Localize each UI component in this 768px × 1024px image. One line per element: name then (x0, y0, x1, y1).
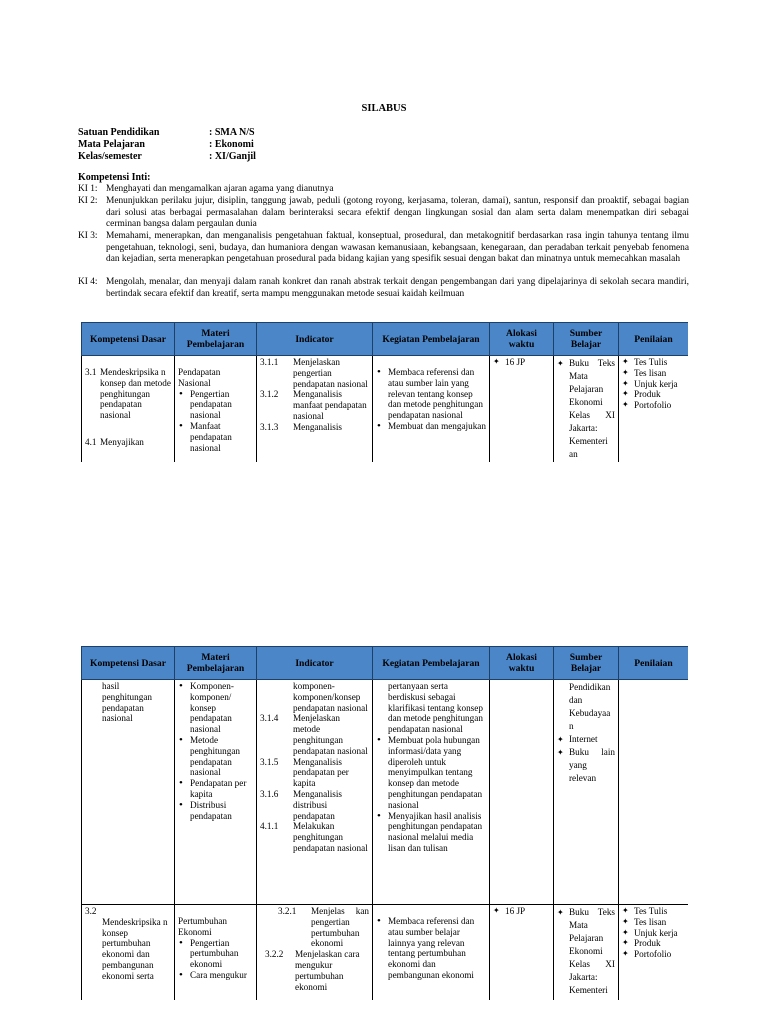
ki-item (78, 277, 689, 300)
syllabus-table (81, 322, 688, 462)
alokasi-cell (490, 680, 554, 905)
syllabus-table (81, 646, 688, 1000)
sumber-item: ✦ Buku Teks Mata Pelajaran Ekonomi Kelas XI Jakarta: Kementeri an (569, 357, 615, 461)
indicator-text: Menganalisis (293, 421, 342, 432)
header-kegiatan: Kegiatan Pembelajaran (373, 323, 490, 356)
materi-item: • Pengertian pendapatan nasional (190, 389, 253, 421)
indicator-cell (257, 680, 373, 905)
ki-text: Mengolah, menalar, dan menyaji dalam ranah konkret dan ranah abstrak terkait dengan pengembangan dari yang dipelajarinya di sekolah secara mandiri, bertindak secara efektif dan kreatif, serta mampu menggunakan metode sesuai kaidah keilmuan (106, 277, 689, 299)
sumber-item: ✦ Internet (569, 733, 615, 746)
meta-value: : XI/Ganjil (209, 151, 256, 162)
indicator-number: 3.1.3 (260, 421, 279, 432)
meta-label: Satuan Pendidikan (78, 127, 160, 138)
penilaian-item: ✦ Portofolio (634, 949, 685, 960)
kd-text: Mendeskripsika n konsep dan metode penghitungan pendapatan nasional (100, 367, 171, 421)
header-sumber: Sumber Belajar (554, 323, 619, 356)
materi-cell (175, 356, 257, 463)
penilaian-item: ✦ Tes Tulis (634, 906, 685, 917)
alokasi-cell (490, 905, 554, 1001)
meta-row-kelas (78, 151, 256, 163)
meta-value: : SMA N/S (209, 127, 255, 138)
sumber-item: ✦ Buku Teks Mata Pelajaran Ekonomi Kelas XI Jakarta: Kementeri (569, 906, 615, 997)
penilaian-cell (619, 356, 689, 463)
indicator-text: Menganalisis pendapatan per kapita (293, 756, 349, 789)
ki-text: Memahami, menerapkan, dan menganalisis pengetahuan faktual, konseptual, prosedural, dan metakognitif berdasarkan rasa ingin tahunya tentang ilmu pengetahuan, teknologi, seni, budaya, dan humaniora dengan wawasan kemanusiaan, kebangsaan, kenegaraan, dan peradaban terkait penyebab fenomena dan kejadian, serta menerapkan pengetahuan prosedural pada bidang kajian yang spesifik sesuai dengan bakat dan minatnya untuk memecahkan masalah (106, 231, 689, 265)
penilaian-item: ✦ Produk (634, 389, 685, 400)
sumber-cell (554, 905, 619, 1001)
header-kd: Kompetensi Dasar (82, 647, 175, 680)
materi-title: Pertumbuhan Ekonomi (178, 916, 227, 937)
kegiatan-item: • Membuat dan mengajukan (388, 421, 486, 432)
indicator-text: Menganalisis manfaat pendapatan nasional (293, 389, 367, 421)
kd-number: 4.1 (85, 436, 97, 447)
kd-cell (82, 680, 175, 905)
indicator-number: 3.1.1 (260, 357, 279, 367)
penilaian-item: ✦ Tes lisan (634, 368, 685, 379)
header-kd: Kompetensi Dasar (82, 323, 175, 356)
materi-item: • Pendapatan per kapita (190, 778, 253, 800)
materi-item: • Pengertian pertumbuhan ekonomi (190, 938, 253, 970)
alokasi-value: ✦ 16 JP (505, 906, 550, 917)
header-alokasi: Alokasi waktu (490, 323, 554, 356)
indicator-text: Melakukan penghitungan pendapatan nasional (293, 821, 368, 853)
kd-text: Mendeskripsika n konsep pertumbuhan ekonomi dan pembangunan ekonomi serta (102, 916, 168, 981)
sumber-item: ✦ Buku lain yang relevan (569, 746, 615, 785)
alokasi-value: ✦ 16 JP (505, 357, 550, 368)
indicator-number: 3.1.6 (260, 788, 279, 799)
indicator-number: 3.2.1 (278, 906, 297, 916)
penilaian-item: ✦ Unjuk kerja (634, 379, 685, 390)
materi-item: • Cara mengukur (190, 970, 253, 981)
ki-item (78, 231, 689, 266)
indicator-text: Menganalisis distribusi pendapatan (293, 788, 342, 821)
document-title: SILABUS (361, 103, 407, 114)
kd-text: hasil penghitungan pendapatan nasional (102, 681, 153, 724)
syllabus-table-page2 (81, 646, 688, 1000)
penilaian-item: ✦ Portofolio (634, 400, 685, 411)
indicator-text: Menjelas kan pengertian pertumbuhan ekonomi (311, 906, 369, 949)
ki-item (78, 184, 689, 196)
sumber-cell (554, 356, 619, 463)
indicator-text: komponen-komponen/konsep pendapatan nasional (293, 681, 368, 713)
header-indicator: Indicator (257, 323, 373, 356)
indicator-number: 3.1.4 (260, 713, 279, 724)
indicator-number: 3.1.5 (260, 756, 279, 767)
kd-number: 3.1 (85, 367, 97, 377)
indicator-number: 4.1.1 (260, 821, 279, 832)
kegiatan-lead: pertanyaan serta berdiskusi sebagai klarifikasi tentang konsep dan metode penghitungan pendapatan nasional (388, 681, 483, 735)
kegiatan-item: • Membuat pola hubungan informasi/data yang diperoleh untuk menyimpulkan tentang konsep dan metode penghitungan pendapatan nasional (388, 735, 486, 811)
materi-cell (175, 680, 257, 905)
indicator-text: Menjelaskan pengertian pendapatan nasional (293, 357, 368, 389)
header-alokasi: Alokasi waktu (490, 647, 554, 680)
indicator-cell (257, 905, 373, 1001)
indicator-text: Menjelaskan metode penghitungan pendapatan nasional (293, 713, 368, 756)
materi-item: • Manfaat pendapatan nasional (190, 421, 253, 453)
kegiatan-cell (373, 680, 490, 905)
indicator-text: Menjelaskan cara mengukur pertumbuhan ekonomi (295, 949, 360, 992)
kegiatan-item: • Membaca referensi dan atau sumber belajar lainnya yang relevan tentang pertumbuhan ekonomi dan pembangunan ekonomi (388, 916, 486, 981)
ki-heading: Kompetensi Inti: (78, 172, 151, 183)
kd-number: 3.2 (85, 906, 97, 916)
indicator-number: 3.2.2 (265, 949, 284, 960)
indicator-cell (257, 356, 373, 463)
materi-item: • Metode penghitungan pendapatan nasional (190, 735, 253, 778)
header-materi: Materi Pembelajaran (175, 647, 257, 680)
ki-item (78, 196, 689, 231)
table-row (82, 356, 689, 463)
syllabus-table-page1 (81, 322, 688, 462)
kd-cell (82, 905, 175, 1001)
header-indicator: Indicator (257, 647, 373, 680)
ki-text: Menunjukkan perilaku jujur, disiplin, tanggung jawab, peduli (gotong royong, kerjasama, toleran, damai), santun, responsif dan proaktif, sebagai bagian dari solusi atas berbagai permasalahan dalam berinteraksi secara efektif dengan lingkungan sosial dan alam serta dalam menempatkan diri sebagai cerminan bangsa dalam pergaulan dunia (106, 196, 689, 230)
penilaian-cell (619, 680, 689, 905)
header-penilaian: Penilaian (619, 647, 689, 680)
ki-code: KI 4: (78, 277, 98, 287)
kegiatan-cell (373, 905, 490, 1001)
materi-title: Pendapatan Nasional (178, 367, 221, 388)
materi-cell (175, 905, 257, 1001)
kegiatan-cell (373, 356, 490, 463)
header-sumber: Sumber Belajar (554, 647, 619, 680)
alokasi-cell (490, 356, 554, 463)
table-header-row (82, 323, 689, 356)
penilaian-item: ✦ Tes Tulis (634, 357, 685, 368)
penilaian-cell (619, 905, 689, 1001)
sumber-cell (554, 680, 619, 905)
meta-row-satuan (78, 127, 255, 139)
table-header-row (82, 647, 689, 680)
table-row (82, 905, 689, 1001)
materi-item: • Komponen-komponen/ konsep pendapatan nasional (190, 681, 253, 735)
meta-label: Kelas/semester (78, 151, 142, 162)
sumber-lead: Pendidikan dan Kebudayaa n (569, 682, 611, 731)
header-materi: Materi Pembelajaran (175, 323, 257, 356)
penilaian-item: ✦ Tes lisan (634, 917, 685, 928)
ki-code: KI 1: (78, 184, 98, 194)
penilaian-item: ✦ Unjuk kerja (634, 928, 685, 939)
meta-label: Mata Pelajaran (78, 139, 145, 150)
ki-text: Menghayati dan mengamalkan ajaran agama yang dianutnya (106, 184, 334, 194)
meta-row-mapel (78, 139, 254, 151)
materi-item: • Distribusi pendapatan (190, 800, 253, 822)
ki-code: KI 2: (78, 196, 98, 206)
penilaian-item: ✦ Produk (634, 938, 685, 949)
kegiatan-item: • Membaca referensi dan atau sumber lain yang relevan tentang konsep dan metode penghitungan pendapatan nasional (388, 367, 486, 421)
meta-value: : Ekonomi (209, 139, 254, 150)
header-penilaian: Penilaian (619, 323, 689, 356)
ki-code: KI 3: (78, 231, 98, 241)
indicator-number: 3.1.2 (260, 389, 279, 400)
indicator-number (260, 681, 293, 713)
header-kegiatan: Kegiatan Pembelajaran (373, 647, 490, 680)
kd-text: Menyajikan (100, 436, 144, 447)
kegiatan-item: • Menyajikan hasil analisis penghitungan pendapatan nasional melalui media lisan dan tulisan (388, 811, 486, 854)
kd-cell (82, 356, 175, 463)
table-row (82, 680, 689, 905)
